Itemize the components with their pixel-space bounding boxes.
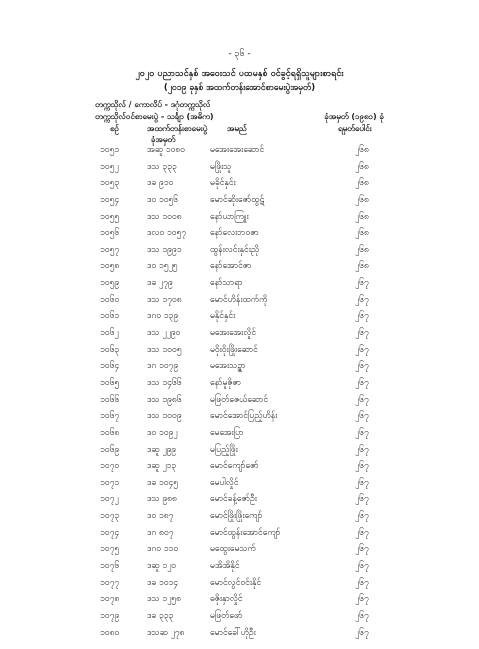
student-name: နော်ယာကြူး — [210, 211, 249, 222]
student-name: မအေးအေးလှိုင် — [210, 328, 257, 339]
table-row — [0, 608, 479, 625]
row-number: ၁၀၆၇ — [100, 411, 120, 422]
student-name: မအိအိနိုင် — [210, 561, 240, 572]
row-number: ၁၀၅၁ — [100, 145, 120, 155]
table-row — [0, 491, 479, 508]
total-score: ၂၆၇ — [355, 477, 369, 488]
table-row — [0, 475, 479, 492]
roll-number: ဒဝ ၁၅၂၅ — [147, 261, 178, 272]
table-row — [0, 408, 479, 425]
student-name: နော်အောင်ဇာ — [210, 261, 252, 272]
total-score: ၂၆၇ — [355, 394, 369, 405]
student-name: မဖြိုးသူ — [210, 161, 232, 172]
total-score: ၂၆၇ — [355, 411, 369, 422]
row-number: ၁၀၆၃ — [100, 344, 120, 355]
roll-number: ဒသ ၁၀၀၉ — [147, 411, 182, 422]
table-row — [0, 591, 479, 608]
row-number: ၁၀၈၀ — [100, 627, 120, 638]
student-name: မခိုင်နှင်း — [210, 178, 236, 189]
school-label: တက္ကသိုလ်ဝင်စာမေးပွဲ - သင်္ချာ (အဓိက) — [95, 112, 214, 121]
student-name: မောင်ထွန်းအောင်ကျော် — [210, 527, 281, 538]
roll-number: ဒခ ၂၇၉ — [147, 278, 173, 289]
roll-number: ဒဆူ ၁၂၀ — [147, 561, 177, 572]
student-name: မောင်လွင်ဝင်းနိုင် — [210, 577, 262, 588]
row-number: ၁၀၅၅ — [100, 211, 120, 222]
total-score: ၂၆၇ — [355, 294, 369, 305]
roll-number: ဒသ ၃၃၃ — [147, 161, 177, 172]
row-number: ၁၀၇၄ — [100, 527, 120, 538]
student-name: မအေးသဉ္ဇာ — [210, 361, 246, 372]
row-number: ၁၀၅၂ — [100, 161, 119, 172]
student-name: မောင်ဆိုးဇော်ထွဋ် — [210, 194, 265, 205]
row-number: ၁၀၅၉ — [100, 278, 120, 289]
table-row — [0, 442, 479, 459]
student-name: နော်လေးဘဝဇာ — [210, 228, 259, 239]
table-row — [0, 308, 479, 325]
table-row — [0, 392, 479, 409]
roll-number: ဒဝ ၁၀၉၂ — [147, 427, 178, 438]
student-name: ထွန်းလင်းနှင်းညို — [210, 244, 260, 255]
document-subtitle: (၂၀၁၉ ခုနှစ် အထက်တန်းအောင်စာမေးပွဲအမှတ်) — [163, 83, 316, 93]
row-number: ၁၀၇၂ — [100, 494, 119, 505]
table-row — [0, 242, 479, 259]
student-name: မေအေးပြာ — [210, 427, 244, 438]
total-score: ၂၆၇ — [355, 577, 369, 588]
table-row — [0, 258, 479, 275]
row-number: ၁၀၅၈ — [100, 261, 120, 272]
total-score: ၂၆၇ — [355, 344, 369, 355]
student-name: နော်မူဇိုဇာ — [210, 377, 241, 388]
roll-number: ဒသ ၁၀၀၅ — [147, 344, 182, 355]
table-row — [0, 358, 479, 375]
roll-number: ဒခ ၃၃၃ — [147, 610, 174, 621]
table-row — [0, 142, 479, 159]
total-score: ၂၆၇ — [355, 427, 369, 438]
student-name: ဓဇိုးနှာလှိုင် — [210, 594, 243, 605]
roll-number: ဒသ ၁၀၀၈ — [147, 211, 182, 222]
table-row — [0, 325, 479, 342]
table-row — [0, 192, 479, 209]
roll-number: ဒဂဝ ၁၃၉ — [147, 311, 179, 322]
roll-number: ဒဆူ ၂၉၉ — [147, 444, 177, 455]
row-number: ၁၀၇၉ — [100, 610, 120, 621]
student-name: မေပါလှိုင် — [210, 477, 239, 488]
total-score: ၂၆၈ — [355, 178, 369, 189]
student-name: နော်သာရာ — [210, 278, 243, 289]
total-score: ၂၆၇ — [355, 561, 369, 572]
student-name: မဝိုးဝိုးဖြိုးဆောင် — [210, 344, 258, 355]
student-name: မနိုင်နှင်း — [210, 311, 236, 322]
page-number: - ၃၆ - — [228, 49, 251, 59]
column-header-no: စဉ် — [110, 124, 119, 133]
column-header-roll: အထက်တန်းစာမေးပွဲ — [147, 124, 208, 133]
roll-number: ဒသ ၁၄၆၆ — [147, 377, 182, 388]
total-score: ၂၆၇ — [355, 511, 369, 522]
roll-number: ဒခ ၉၁၀ — [147, 178, 174, 189]
student-name: မထွေးမေသက် — [210, 544, 256, 555]
document-title: ၂၀၂၀ ပညာသင်နှစ် အဝေးသင် ပထမနှစ် ဝင်ခွင့်ရရှိသူများစာရင်း — [135, 69, 344, 79]
column-header-name: အမည် — [227, 124, 247, 133]
total-score: ၂၆၇ — [355, 361, 369, 372]
total-score: ၂၆၈ — [355, 145, 369, 155]
row-number: ၁၀၇၈ — [100, 594, 120, 605]
roll-number: ဒဂဝ ၁၁၀ — [147, 544, 179, 555]
total-score: ၂၆၇ — [355, 494, 369, 505]
student-name: မောင်ကျော်ဇော် — [210, 461, 259, 472]
row-number: ၁၀၇၇ — [100, 577, 120, 588]
roll-number: ဒသ ၁၇၀၈ — [147, 294, 182, 305]
total-score: ၂၆၇ — [355, 328, 369, 339]
score-header-label: ခုံအမှတ် (၁၉၈၁) ခုံ — [324, 112, 384, 121]
table-row — [0, 375, 479, 392]
total-score: ၂၆၇ — [355, 594, 369, 605]
table-row — [0, 225, 479, 242]
total-score: ၂၆၈ — [355, 228, 369, 239]
column-header-score: ရမှတ်ပေါင်း — [338, 124, 372, 133]
roll-number: ဒသ ၉၈၈ — [147, 494, 177, 505]
total-score: ၂၆၇ — [355, 461, 369, 472]
table-row — [0, 458, 479, 475]
table-row — [0, 558, 479, 575]
row-number: ၁၀၅၆ — [100, 228, 120, 239]
row-number: ၁၀၇၅ — [100, 544, 120, 555]
row-number: ၁၀၇၃ — [100, 511, 120, 522]
student-name: မောင်ဖြိုးဖြိုးကျော် — [210, 511, 263, 522]
table-row — [0, 541, 479, 558]
total-score: ၂၆၇ — [355, 444, 369, 455]
roll-number: ဒခ ၁၀၄၅ — [147, 477, 179, 488]
student-name: မဖြတ်ဖော် — [210, 610, 243, 621]
table-row — [0, 625, 479, 642]
table-row — [0, 425, 479, 442]
roll-number: ဒခ ၁၀၁၄ — [147, 577, 179, 588]
row-number: ၁၀၆၂ — [100, 328, 119, 339]
row-number: ၁၀၆၁ — [100, 311, 120, 322]
roll-number: ဒသ ၂၂၉၀ — [147, 328, 181, 339]
total-score: ၂၆၈ — [355, 261, 369, 272]
row-number: ၁၀၇၆ — [100, 561, 120, 572]
table-row — [0, 575, 479, 592]
student-name: မဖြတ်ဇေယ်ဆောင် — [210, 394, 269, 405]
roll-number: အဆူ ၁၀၈၀ — [147, 145, 185, 155]
table-row — [0, 159, 479, 176]
student-name: မောင်ခန့်ဇော်ဦး — [210, 494, 257, 505]
row-number: ၁၀၇၀ — [100, 461, 120, 472]
row-number: ၁၀၆၄ — [100, 361, 120, 372]
roll-number: ဒသ ၁၂၅၈ — [147, 594, 181, 605]
total-score: ၂၆၇ — [355, 610, 369, 621]
column-header-roll-sub: ခုံအမှတ် — [151, 135, 176, 144]
table-row — [0, 175, 479, 192]
total-score: ၂၆၈ — [355, 211, 369, 222]
total-score: ၂၆၈ — [355, 194, 369, 205]
table-row — [0, 342, 479, 359]
table-row — [0, 525, 479, 542]
total-score: ၂၆၇ — [355, 544, 369, 555]
row-number: ၁၀၅၇ — [100, 244, 120, 255]
row-number: ၁၀၇၁ — [100, 477, 120, 488]
row-number: ၁၀၆၆ — [100, 394, 120, 405]
results-table — [0, 142, 479, 641]
total-score: ၂၆၇ — [355, 627, 369, 638]
row-number: ၁၀၅၄ — [100, 194, 120, 205]
roll-number: ဒဝ ၁၀၅၆ — [147, 194, 179, 205]
roll-number: ဒဝ ၁၈၇ — [147, 511, 174, 522]
student-name: မပြည့်ဖြိုး — [210, 444, 238, 455]
total-score: ၂၆၈ — [355, 161, 369, 172]
roll-number: ဒသဆ ၂၇၈ — [147, 627, 185, 638]
roll-number: ဒသ ၁၉၉၁ — [147, 244, 182, 255]
table-row — [0, 292, 479, 309]
table-row — [0, 209, 479, 226]
department-label: တက္ကသိုလ် / ကောလိပ် - ဒဂုံတက္ကသိုလ် — [95, 100, 211, 109]
row-number: ၁၀၆၅ — [100, 377, 120, 388]
row-number: ၁၀၆၈ — [100, 427, 120, 438]
row-number: ၁၀၅၃ — [100, 178, 120, 189]
table-row — [0, 275, 479, 292]
total-score: ၂၆၇ — [355, 278, 369, 289]
student-name: မောင်ခေါ်ဟိုဦး — [210, 627, 256, 638]
total-score: ၂၆၇ — [355, 311, 369, 322]
student-name: မအေးအေးဆောင် — [210, 145, 265, 155]
total-score: ၂၆၇ — [355, 377, 369, 388]
table-row — [0, 508, 479, 525]
roll-number: ဒလဝ ၁၀၅၇ — [147, 228, 187, 239]
roll-number: ဒဂ ၈၀၇ — [147, 527, 174, 538]
total-score: ၂၆၇ — [355, 527, 369, 538]
roll-number: ဒသ ၁၉၈၆ — [147, 394, 182, 405]
roll-number: ဒဂ ၁၀၇၉ — [147, 361, 179, 372]
student-name: မောင်အောင်ပြည့်ဟိန်း — [210, 411, 278, 422]
total-score: ၂၆၈ — [355, 244, 369, 255]
student-name: မောင်ဟိန်းထက်ကို — [210, 294, 268, 305]
row-number: ၁၀၆၀ — [100, 294, 120, 305]
roll-number: ဒဆူ ၂၁၃ — [147, 461, 177, 472]
row-number: ၁၀၆၉ — [100, 444, 120, 455]
